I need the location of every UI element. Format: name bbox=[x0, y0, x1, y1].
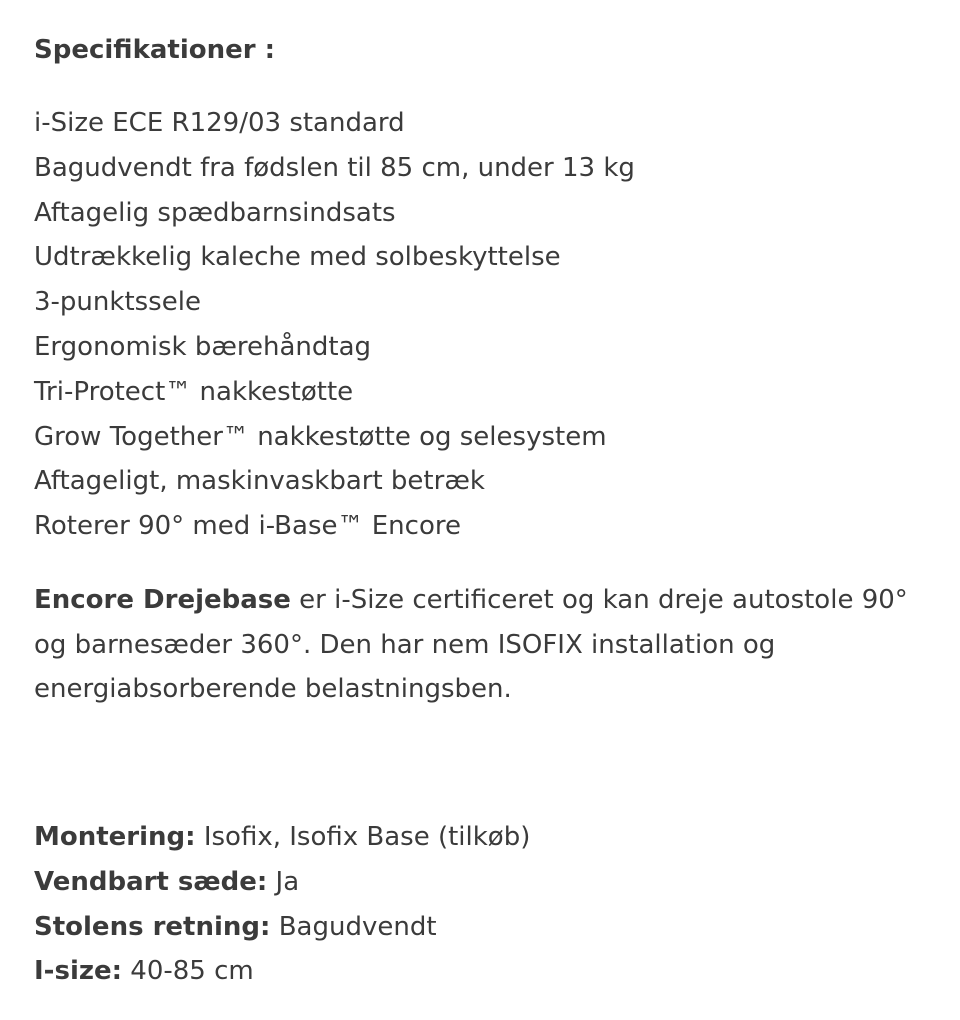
property-value: Isofix, Isofix Base (tilkøb) bbox=[195, 822, 531, 852]
product-name: Encore Drejebase bbox=[34, 585, 291, 615]
spec-item: Ergonomisk bærehåndtag bbox=[34, 331, 372, 362]
section-heading: Specifikationer : bbox=[34, 35, 276, 65]
property-label: Vendbart sæde: bbox=[34, 866, 268, 897]
property-value: Bagudvendt bbox=[270, 911, 437, 942]
property-row bbox=[34, 905, 530, 950]
spec-item: Aftageligt, maskinvaskbart betræk bbox=[34, 466, 485, 497]
spec-item: Grow Together™ nakkestøtte og selesystem bbox=[34, 421, 607, 452]
paragraph-line: og barnesæder 360°. Den har nem ISOFIX installation og bbox=[34, 629, 776, 660]
spec-item: Tri-Protect™ nakkestøtte bbox=[34, 376, 354, 407]
base-description-paragraph bbox=[34, 578, 934, 712]
property-label: Montering: bbox=[34, 822, 196, 852]
property-value: 40-85 cm bbox=[122, 956, 254, 987]
spec-item: Udtrækkelig kaleche med solbeskyttelse bbox=[34, 242, 561, 273]
paragraph-text: er i-Size certificeret og kan dreje autostole 90° bbox=[290, 585, 908, 615]
properties-list bbox=[34, 815, 530, 994]
property-value: Ja bbox=[267, 866, 300, 897]
spec-item: 3-punktssele bbox=[34, 287, 201, 318]
spec-item: Roterer 90° med i-Base™ Encore bbox=[34, 511, 461, 542]
paragraph-line: energiabsorberende belastningsben. bbox=[34, 674, 512, 704]
spec-item: Bagudvendt fra fødslen til 85 cm, under 13 kg bbox=[34, 152, 635, 183]
property-row bbox=[34, 860, 530, 905]
property-row bbox=[34, 949, 530, 994]
paragraph-line bbox=[34, 578, 934, 623]
spec-list bbox=[34, 101, 635, 549]
spec-item: Aftagelig spædbarnsindsats bbox=[34, 197, 396, 228]
property-row bbox=[34, 815, 530, 860]
property-label: I-size: bbox=[34, 956, 123, 987]
property-label: Stolens retning: bbox=[34, 911, 271, 942]
spec-item: i-Size ECE R129/03 standard bbox=[34, 108, 405, 138]
